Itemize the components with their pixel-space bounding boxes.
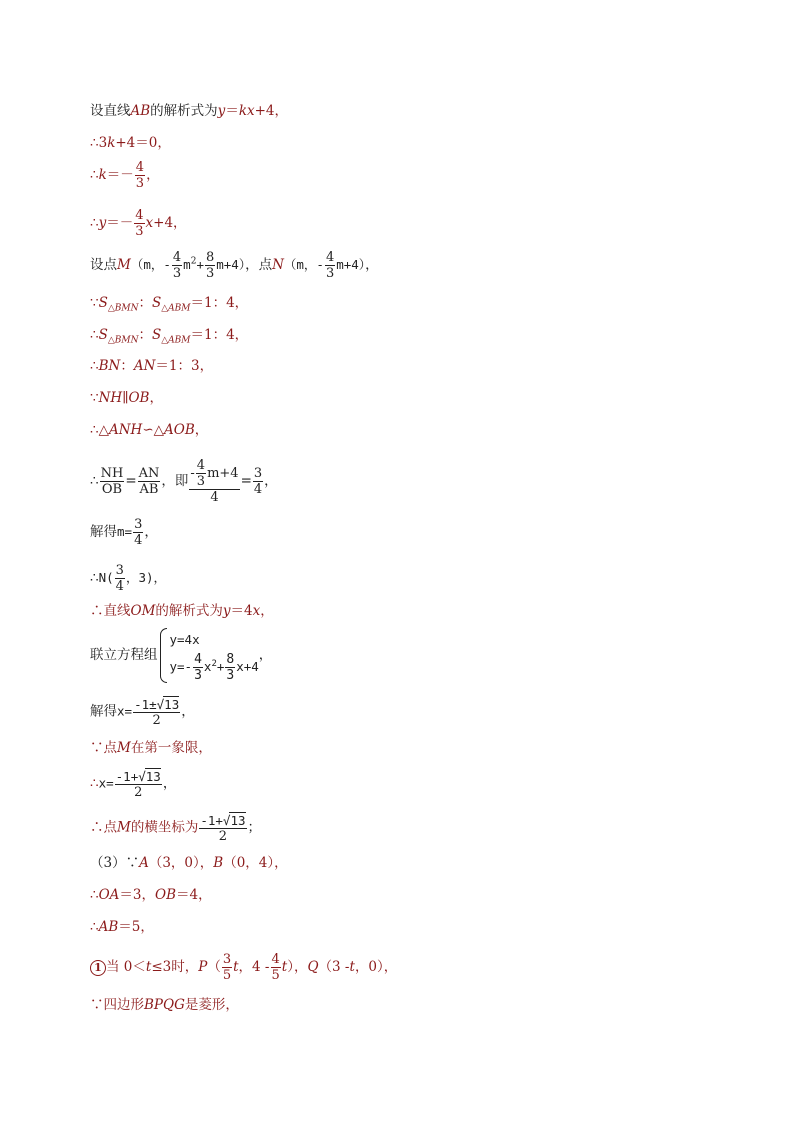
text: - <box>190 466 195 481</box>
text: 的解析式为 <box>155 603 223 619</box>
line-4 <box>90 208 187 239</box>
fraction <box>134 208 144 239</box>
text: ∴△ <box>90 422 109 438</box>
line-11 <box>90 458 278 505</box>
text: -1+ <box>200 813 223 828</box>
math-var: AOB <box>164 422 195 438</box>
fraction <box>271 952 281 983</box>
text: = <box>125 473 137 489</box>
denominator: AB <box>139 482 159 497</box>
numerator: NH <box>100 466 124 481</box>
text: m <box>183 257 191 272</box>
denominator: 3 <box>196 474 206 489</box>
denominator: OB <box>100 481 125 497</box>
numerator: AN <box>138 466 160 481</box>
text: （m， <box>130 257 164 272</box>
text: ∵ <box>90 295 99 311</box>
text: ， <box>149 390 163 406</box>
math-op: +4， <box>254 103 289 119</box>
math-var: t <box>349 959 355 975</box>
denominator: 5 <box>222 968 232 983</box>
numerator: 8 <box>226 652 235 668</box>
fraction <box>222 952 232 983</box>
line-22 <box>90 918 154 936</box>
text: ∵ <box>90 390 99 406</box>
line-16 <box>90 696 195 728</box>
text: ＝4 <box>230 603 253 619</box>
text: 联立方程组 <box>90 647 158 664</box>
numerator: 8 <box>205 250 215 265</box>
text: （3 - <box>318 959 350 975</box>
text: ， <box>181 703 195 720</box>
text: ∴ <box>90 919 99 935</box>
denominator: 2 <box>115 784 162 800</box>
math-var: y <box>222 603 231 619</box>
text: ，点 <box>245 257 273 273</box>
denominator: 3 <box>135 224 144 239</box>
text: （m， <box>283 257 317 272</box>
text: ∴ <box>90 887 99 903</box>
text: 设点 <box>90 257 117 273</box>
text: x+4 <box>236 659 259 675</box>
math-var: M <box>117 740 131 756</box>
numerator: 4 <box>135 208 144 223</box>
text: ∴ <box>90 215 99 231</box>
text: ； <box>247 819 261 836</box>
line-18 <box>90 768 176 800</box>
math-var: S <box>98 327 108 343</box>
numerator: 4 <box>325 250 335 265</box>
fraction <box>133 517 143 548</box>
math-var: x <box>145 215 154 231</box>
text: ， <box>144 524 158 540</box>
fraction <box>115 563 125 594</box>
math-var: t <box>145 959 152 975</box>
line-3 <box>90 160 160 191</box>
text: ∴点 <box>90 819 117 836</box>
line-8 <box>90 357 213 375</box>
text: 解得 <box>90 524 117 540</box>
fraction <box>138 466 161 497</box>
text: （3）∵ <box>90 855 140 871</box>
math-var: M <box>117 257 131 273</box>
text: ＝3， <box>119 887 156 903</box>
text: + <box>196 257 204 272</box>
line-20 <box>90 854 288 872</box>
line-5 <box>90 250 379 281</box>
text: ： <box>138 327 152 343</box>
text: ＝－ <box>106 215 134 231</box>
denominator: 4 <box>189 489 239 505</box>
math-var: N <box>272 257 284 273</box>
fraction <box>225 652 235 683</box>
denominator: 3 <box>325 266 335 281</box>
text: ＝5， <box>118 919 154 935</box>
numerator: 4 <box>271 952 280 967</box>
line-12 <box>90 517 158 548</box>
fraction <box>115 768 162 800</box>
text: ∥ <box>122 390 129 406</box>
text: 当 0＜ <box>106 959 146 975</box>
denominator: 3 <box>226 668 235 684</box>
line-23 <box>90 952 397 983</box>
numerator: -1+√13 <box>115 769 161 784</box>
line-15 <box>90 628 272 683</box>
fraction <box>199 812 246 844</box>
text: （3，0）， <box>148 855 214 871</box>
text: - <box>316 257 324 272</box>
line-21 <box>90 886 212 904</box>
denominator: 3 <box>205 266 215 281</box>
fraction <box>193 652 203 683</box>
equation-row: y=4x <box>169 632 200 647</box>
text: ， <box>194 422 209 438</box>
text: ＝4， <box>176 887 212 903</box>
text: ， <box>146 167 160 183</box>
math-var: S <box>151 295 162 311</box>
denominator: 3 <box>172 266 182 281</box>
denominator: 5 <box>271 968 280 983</box>
fraction <box>100 466 125 497</box>
math-var: AN <box>133 358 156 374</box>
fraction <box>135 160 145 191</box>
subscript: △ABM <box>161 303 191 314</box>
text: - <box>163 257 171 272</box>
text: 设直线 <box>90 103 131 119</box>
math-var: Q <box>307 959 319 975</box>
text: m+4） <box>336 257 366 272</box>
text: ， <box>260 603 274 619</box>
fraction <box>253 466 263 497</box>
fraction <box>133 696 180 728</box>
line-2 <box>90 134 171 152</box>
text: x= <box>98 775 114 791</box>
numerator: 4 <box>194 652 202 668</box>
text: 的横坐标为 <box>130 819 199 836</box>
text: 在第一象限， <box>130 740 212 756</box>
line-9 <box>90 389 163 407</box>
math-var: k <box>98 167 107 183</box>
math-var: k <box>107 135 116 151</box>
math-var: t <box>233 959 239 975</box>
math-var: x <box>252 603 261 619</box>
text: ∴3 <box>90 135 108 151</box>
text: ∴ <box>90 570 99 586</box>
text: ∴ <box>90 473 99 489</box>
math-var: AB <box>130 103 151 119</box>
text: ， <box>162 775 177 792</box>
text: x <box>203 659 212 675</box>
text: +4＝0， <box>115 135 171 151</box>
denominator: 4 <box>115 579 124 594</box>
line-10 <box>90 421 208 439</box>
text: + <box>216 659 225 675</box>
denominator: 4 <box>253 482 263 497</box>
equation-row <box>170 652 259 683</box>
math-var: NH <box>98 390 123 406</box>
subscript: △ABM <box>161 335 191 346</box>
radicand: 13 <box>230 813 246 828</box>
denominator: 2 <box>133 712 180 728</box>
circled-number: 1 <box>90 960 106 976</box>
text: ∴ <box>90 327 99 343</box>
text: ： <box>138 295 152 311</box>
text: m+4） <box>216 257 246 272</box>
text: （ <box>207 959 221 975</box>
text: ∵点 <box>90 740 117 756</box>
math-var: OM <box>130 603 156 619</box>
math-var: A <box>139 855 149 871</box>
math-var: S <box>98 295 108 311</box>
numerator: 3 <box>253 466 263 481</box>
numerator: 4 <box>172 250 182 265</box>
numerator: 3 <box>115 563 124 578</box>
math-var: M <box>117 819 131 836</box>
math-var: B <box>213 855 224 871</box>
text: x= <box>117 703 133 719</box>
math-var: t <box>281 959 288 975</box>
math-var: ANH <box>108 422 143 438</box>
text: ∴直线 <box>90 603 131 619</box>
radicand: 13 <box>145 769 161 784</box>
line-19 <box>90 812 261 844</box>
text: ∴ <box>90 167 99 183</box>
text: N( <box>98 570 114 585</box>
numerator: -1+√13 <box>200 813 246 828</box>
line-7 <box>90 326 248 350</box>
exponent: 2 <box>190 256 197 267</box>
text: ）， <box>287 959 308 975</box>
numerator: 3 <box>134 517 143 532</box>
fraction <box>325 250 335 281</box>
text: 的解析式为 <box>150 103 218 119</box>
numerator: -1±√13 <box>134 697 180 712</box>
text: -1± <box>134 697 157 712</box>
math-var: BN <box>98 358 121 374</box>
exponent: 2 <box>211 659 217 669</box>
text: ∵四边形 <box>90 997 144 1013</box>
text: ， <box>264 473 278 489</box>
math-var: kx <box>238 103 255 119</box>
math-op: ＝ <box>225 103 239 119</box>
denominator: 3 <box>194 668 202 684</box>
text: ，0）， <box>354 959 398 975</box>
denominator: 4 <box>134 533 143 548</box>
text: -1+ <box>115 769 139 784</box>
numerator <box>189 458 239 489</box>
text: ∴ <box>90 358 99 374</box>
text: = <box>240 473 252 489</box>
line-17 <box>90 739 212 757</box>
fraction <box>172 250 182 281</box>
text: ＝1：4， <box>190 327 249 343</box>
text: ， <box>258 647 273 664</box>
line-1 <box>90 102 288 120</box>
numerator: 4 <box>196 458 206 473</box>
math-var: y <box>217 103 226 119</box>
fraction <box>205 250 215 281</box>
text: ∽△ <box>142 422 165 438</box>
fraction <box>196 458 206 489</box>
text: （0，4）， <box>223 855 288 871</box>
text: ∴ <box>90 775 99 792</box>
numerator: 3 <box>222 952 232 967</box>
text: +4， <box>153 215 187 231</box>
text: ： <box>120 358 134 374</box>
line-24 <box>90 996 239 1014</box>
text: ＝1：4， <box>190 295 249 311</box>
math-var: BPQG <box>144 997 185 1013</box>
text: ≤3时， <box>151 959 199 975</box>
text: ＝－ <box>106 167 134 183</box>
text: 解得 <box>90 703 117 720</box>
text: ，即 <box>161 473 189 489</box>
line-6 <box>90 294 248 318</box>
text: y=- <box>169 659 193 675</box>
subscript: △BMN <box>107 335 139 346</box>
math-var: OB <box>155 887 177 903</box>
compound-fraction <box>189 458 239 505</box>
text: ，4 - <box>238 959 270 975</box>
subscript: △BMN <box>107 303 139 314</box>
denominator: 3 <box>135 176 145 191</box>
text: 是菱形， <box>184 997 239 1013</box>
equation-system <box>158 628 259 683</box>
line-14 <box>90 602 274 620</box>
denominator: 2 <box>199 828 246 844</box>
math-var: AB <box>98 919 119 935</box>
text: m= <box>117 524 133 539</box>
math-var: OB <box>128 390 150 406</box>
text: ＝1：3， <box>155 358 214 374</box>
math-var: S <box>151 327 162 343</box>
text: ，3)， <box>125 570 166 585</box>
math-var: y <box>98 215 107 231</box>
math-var: P <box>198 959 208 975</box>
radicand: 13 <box>164 697 180 712</box>
text: ， <box>365 257 379 273</box>
math-var: OA <box>98 887 120 903</box>
text: m+4 <box>207 466 239 481</box>
line-13 <box>90 563 166 594</box>
numerator: 4 <box>135 160 145 175</box>
